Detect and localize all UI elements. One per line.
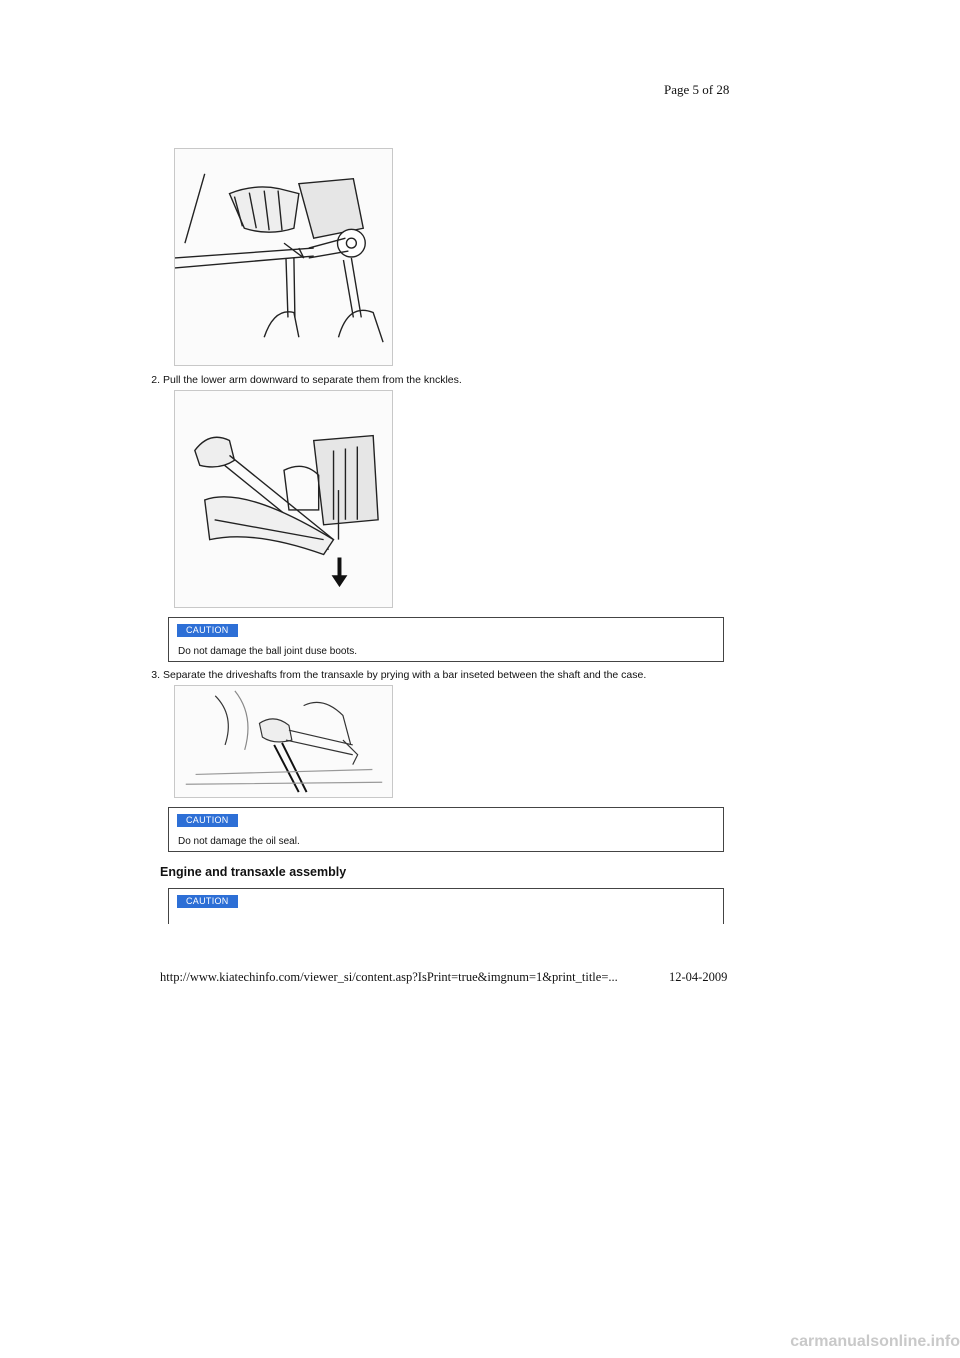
watermark-text: carmanualsonline.info <box>790 1333 960 1350</box>
step-number: 3. <box>151 669 160 681</box>
driveshaft-illustration-icon <box>175 686 392 797</box>
caution-text: Do not damage the oil seal. <box>178 836 300 847</box>
wrench-illustration-icon <box>175 149 392 365</box>
caution-text: Do not damage the ball joint duse boots. <box>178 646 358 657</box>
instruction-step <box>148 374 462 386</box>
illustration-ball-joint-wrench <box>174 148 393 366</box>
footer-url: http://www.kiatechinfo.com/viewer_si/content.asp?IsPrint=true&imgnum=1&print_title=... <box>160 970 618 984</box>
caution-box <box>168 617 724 662</box>
page-indicator: Page 5 of 28 <box>664 82 730 97</box>
step-number: 2. <box>151 374 160 386</box>
caution-badge: CAUTION <box>177 895 238 908</box>
illustration-driveshaft-pry <box>174 685 393 798</box>
lower-arm-illustration-icon <box>175 391 392 607</box>
illustration-lower-arm <box>174 390 393 608</box>
caution-box <box>168 888 724 924</box>
caution-box <box>168 807 724 852</box>
step-text: Pull the lower arm downward to separate them from the knckles. <box>163 374 462 386</box>
section-heading: Engine and transaxle assembly <box>160 865 347 879</box>
caution-badge: CAUTION <box>177 624 238 637</box>
instruction-step <box>148 669 646 681</box>
caution-badge: CAUTION <box>177 814 238 827</box>
step-text: Separate the driveshafts from the transaxle by prying with a bar inseted between the shaft and the case. <box>163 669 647 681</box>
footer-date: 12-04-2009 <box>669 970 728 984</box>
